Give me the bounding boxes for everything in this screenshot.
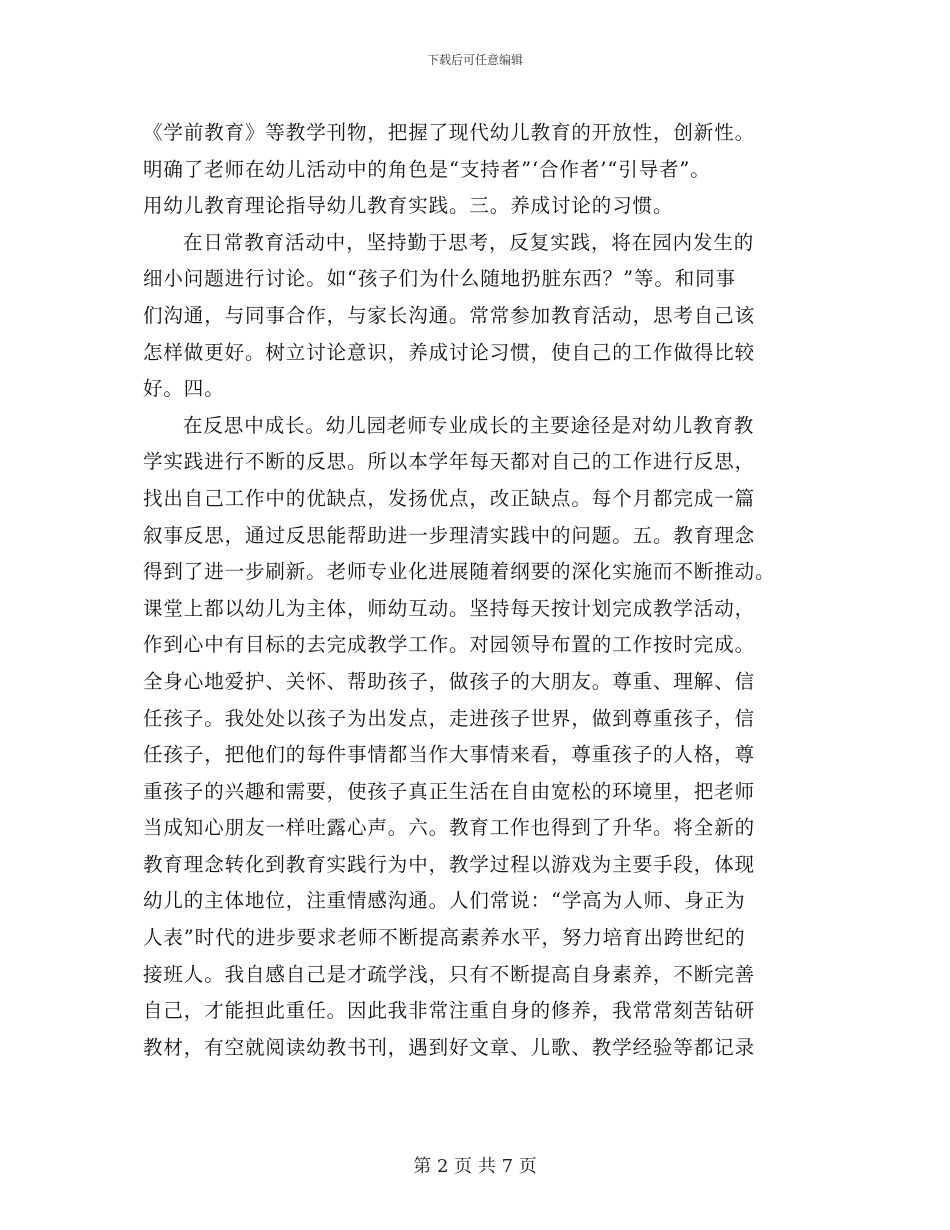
text-line: 叙事反思，通过反思能帮助进一步理清实践中的问题。五。教育理念 [143,523,756,547]
text-line: 重孩子的兴趣和需要，使孩子真正生活在自由宽松的环境里，把老师 [143,779,756,803]
text-line: 人表”时代的进步要求老师不断提高素养水平，努力培育出跨世纪的 [143,926,746,950]
paragraph-first-line: 在反思中成长。幼儿园老师专业成长的主要途径是对幼儿教育教 [183,413,755,437]
text-line: 全身心地爱护、关怀、帮助孩子，做孩子的大朋友。尊重、理解、信 [143,669,756,693]
text-line: 任孩子，把他们的每件事情都当作大事情来看，尊重孩子的人格，尊 [143,743,756,767]
text-line: 用幼儿教育理论指导幼儿教育实践。三。养成讨论的习惯。 [143,194,674,218]
text-line: 作到心中有目标的去完成教学工作。对园领导布置的工作按时完成。 [143,633,756,657]
text-line: 学实践进行不断的反思。所以本学年每天都对自己的工作进行反思， [143,450,756,474]
text-line: 幼儿的主体地位，注重情感沟通。人们常说：“学高为人师、身正为 [143,889,746,913]
text-line: 明确了老师在幼儿活动中的角色是“支持者”‘合作者’“引导者”。 [143,157,711,181]
document-body [143,115,811,1066]
text-line: 们沟通，与同事合作，与家长沟通。常常参加教育活动，思考自己该 [143,303,756,327]
text-line: 找出自己工作中的优缺点，发扬优点，改正缺点。每个月都完成一篇 [143,486,756,510]
text-line: 得到了进一步刷新。老师专业化进展随着纲要的深化实施而不断推动。 [143,560,776,584]
paragraph-first-line: 在日常教育活动中，坚持勤于思考，反复实践，将在园内发生的 [183,230,755,254]
text-line: 怎样做更好。树立讨论意识，养成讨论习惯，使自己的工作做得比较 [143,340,756,364]
text-line: 教育理念转化到教育实践行为中，教学过程以游戏为主要手段，体现 [143,852,756,876]
text-line: 《学前教育》等教学刊物，把握了现代幼儿教育的开放性，创新性。 [143,121,756,144]
text-line: 细小问题进行讨论。如“孩子们为什么随地扔脏东西？”等。和同事 [143,267,736,291]
text-line: 当成知心朋友一样吐露心声。六。教育工作也得到了升华。将全新的 [143,816,756,840]
text-line: 教材，有空就阅读幼教书刊，遇到好文章、儿歌、教学经验等都记录 [143,1035,756,1059]
text-line: 自己，才能担此重任。因此我非常注重自身的修养，我常常刻苦钻研 [143,999,756,1023]
text-line: 好。四。 [143,377,225,401]
page-header: 下载后可任意编辑 [426,53,523,67]
text-line: 接班人。我自感自己是才疏学浅，只有不断提高自身素养，不断完善 [143,962,756,986]
text-line: 课堂上都以幼儿为主体，师幼互动。坚持每天按计划完成教学活动， [143,596,756,620]
page-number: 第 2 页 共 7 页 [413,1156,537,1177]
text-line: 任孩子。我处处以孩子为出发点，走进孩子世界，做到尊重孩子，信 [143,706,756,730]
